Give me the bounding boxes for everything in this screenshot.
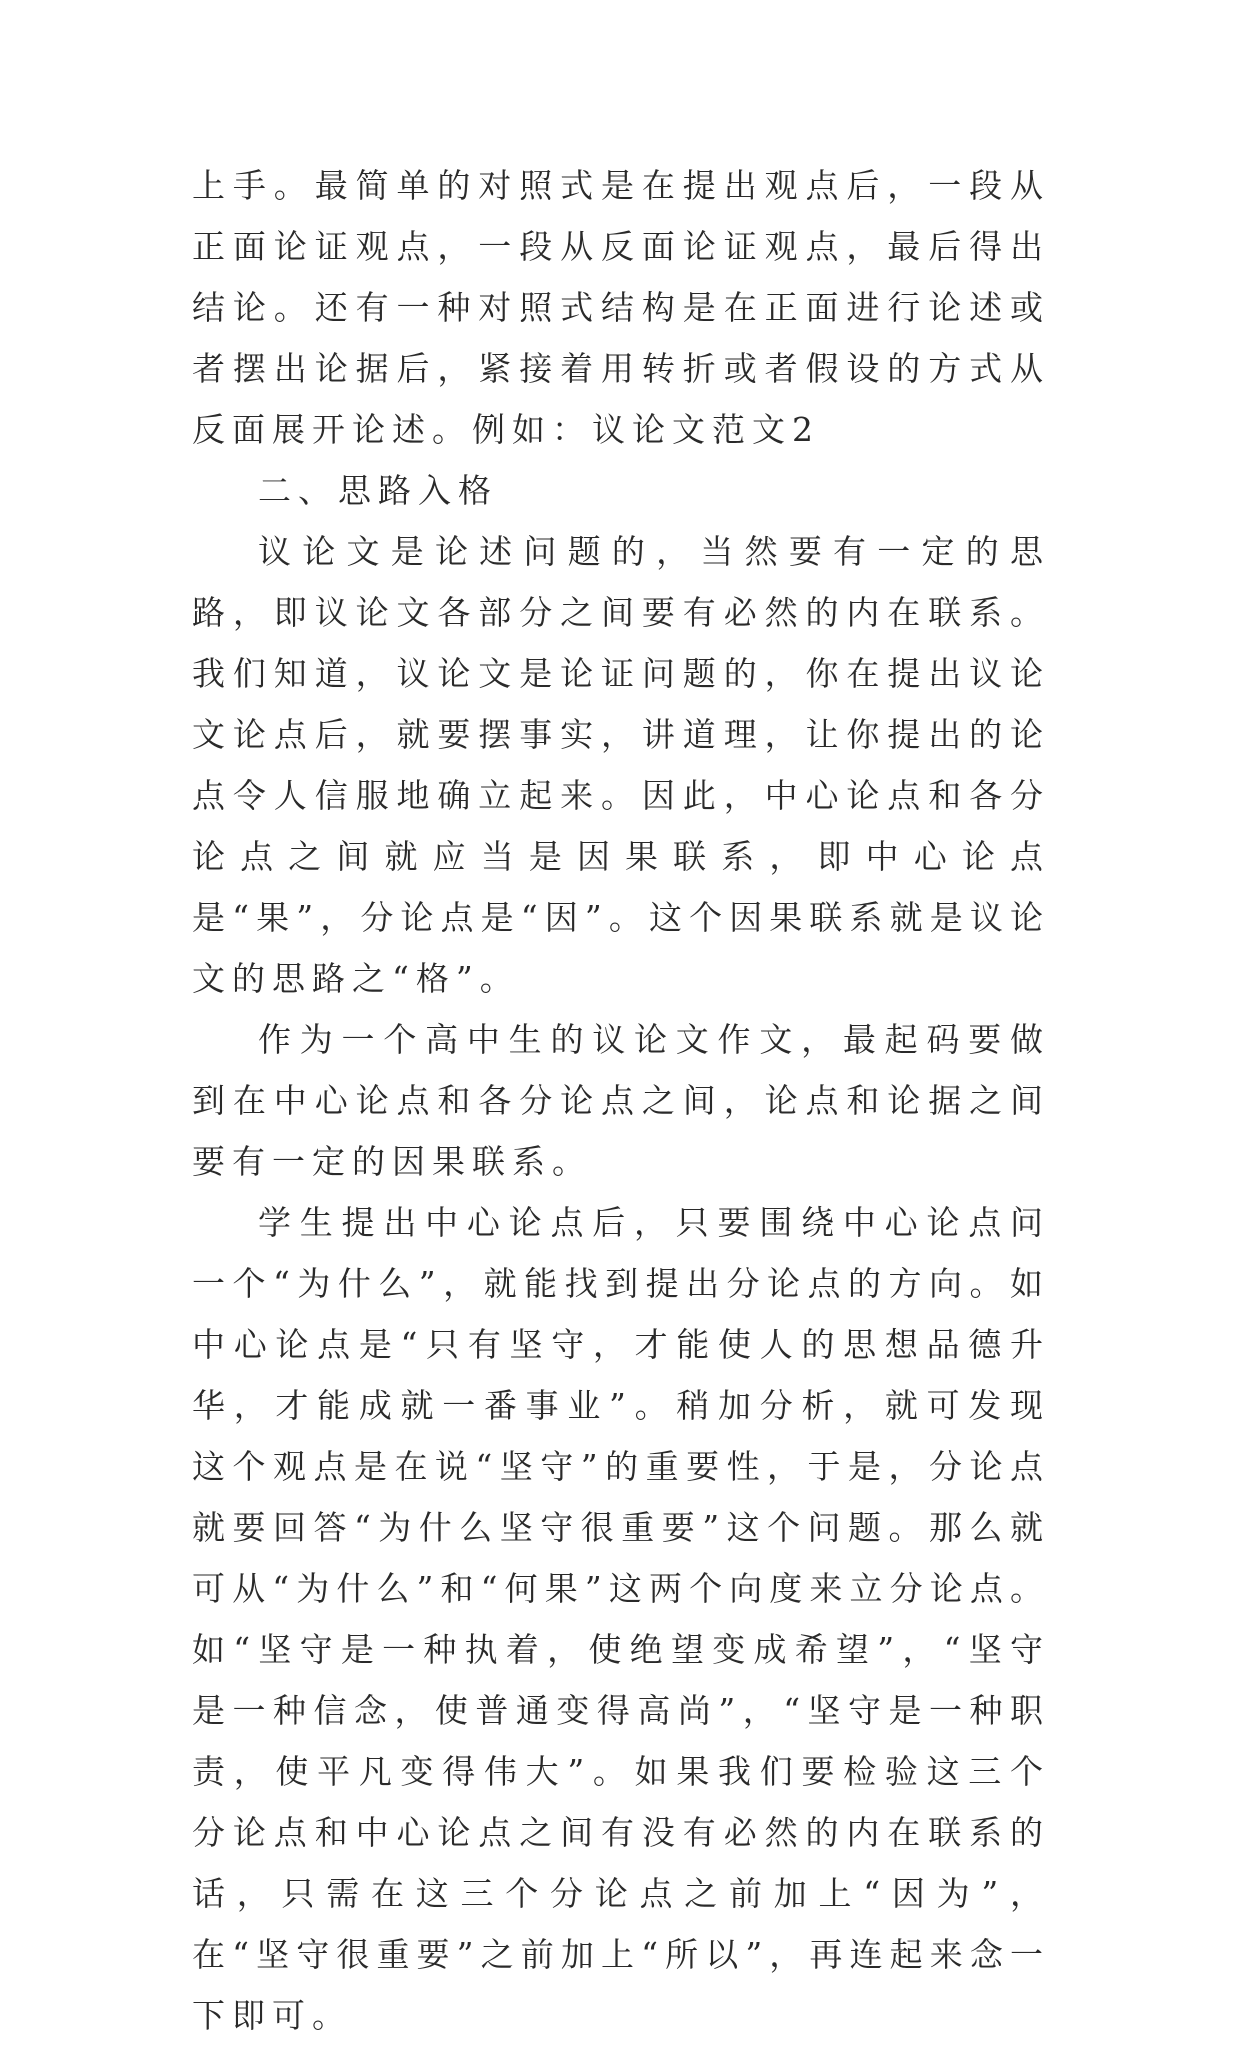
- paragraph: 作为一个高中生的议论文作文，最起码要做到在中心论点和各分论点之间，论点和论据之间要有一定的因果联系。: [192, 1020, 1050, 1181]
- paragraph-continuation: 上手。最简单的对照式是在提出观点后，一段从正面论证观点，一段从反面论证观点，最后得出结论。还有一种对照式结构是在正面进行论述或者摆出论据后，紧接着用转折或者假设的方式从反面展开论述。例如：议论文范文2: [192, 166, 1050, 449]
- paragraph: 学生提出中心论点后，只要围绕中心论点问一个“为什么”，就能找到提出分论点的方向。如中心论点是“只有坚守，才能使人的思想品德升华，才能成就一番事业”。稍加分析，就可发现这个观点是在说“坚守”的重要性，于是，分论点就要回答“为什么坚守很重要”这个问题。那么就可从“为什么”和“何果”这两个向度来立分论点。如“坚守是一种执着，使绝望变成希望”，“坚守是一种信念，使普通变得高尚”，“坚守是一种职责，使平凡变得伟大”。如果我们要检验这三个分论点和中心论点之间有没有必然的内在联系的话，只需在这三个分论点之前加上“因为”，在“坚守很重要”之前加上“所以”，再连起来念一下即可。: [192, 1203, 1050, 2035]
- document-body: [192, 155, 1050, 2046]
- paragraph: 议论文是论述问题的，当然要有一定的思路，即议论文各部分之间要有必然的内在联系。我们知道，议论文是论证问题的，你在提出议论文论点后，就要摆事实，讲道理，让你提出的论点令人信服地确立起来。因此，中心论点和各分论点之间就应当是因果联系，即中心论点是“果”，分论点是“因”。这个因果联系就是议论文的思路之“格”。: [192, 532, 1050, 998]
- section-heading: 二、思路入格: [258, 471, 498, 510]
